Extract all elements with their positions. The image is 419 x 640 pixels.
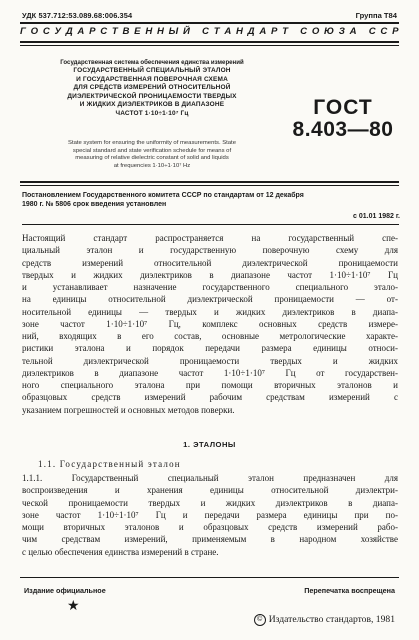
english-title-line: special standard and state verification schedule for means of xyxy=(72,147,232,154)
clause-paragraph xyxy=(22,472,398,558)
banner-letter: Р xyxy=(89,26,96,37)
system-subtitle: Государственная система обеспечения единства измерений xyxy=(60,59,244,66)
text-line: 1.1.1. Государственный специальный эталон предназначен для xyxy=(22,473,398,483)
banner-letter: Ы xyxy=(168,26,179,37)
footer-rule xyxy=(20,577,399,578)
english-title-line: at frequencies 1·10÷1·10⁷ Hz xyxy=(113,162,191,169)
title-line: ДИЭЛЕКТРИЧЕСКОЙ ПРОНИЦАЕМОСТИ ТВЕРДЫХ xyxy=(67,92,237,100)
banner-letter: Р xyxy=(271,26,278,37)
banner-letter: Е xyxy=(134,26,141,37)
decree-text xyxy=(22,191,402,209)
banner-letter: Д xyxy=(247,26,255,37)
text-line: указанием погрешностей и основных методов поверки. xyxy=(22,404,235,415)
banner-letter: С xyxy=(42,26,50,37)
banner-letter: О xyxy=(30,26,39,37)
banner-letter: О xyxy=(311,26,320,37)
banner-letter: Н xyxy=(145,26,153,37)
text-line: средств измерений относительной диэлектрической проницаемости xyxy=(22,257,398,268)
copyright-text: Издательство стандартов, 1981 xyxy=(268,614,395,625)
text-line: с целью обеспечения единства измерений в стране. xyxy=(22,546,219,557)
text-line: Настоящий стандарт распространяется на государственный спе- xyxy=(22,233,398,243)
banner-letter xyxy=(293,26,296,37)
copyright-line xyxy=(254,614,395,626)
group-code: Группа Т84 xyxy=(355,11,397,20)
text-line: ний, входящих в его состав, основные метрологические характе- xyxy=(22,331,398,341)
decree-line: 1980 г. № 5806 срок введения установлен xyxy=(22,201,167,208)
star-icon: ★ xyxy=(67,599,80,614)
banner-letter xyxy=(361,26,364,37)
title-line: И ЖИДКИХ ДИЭЛЕКТРИКОВ В ДИАПАЗОНЕ xyxy=(79,101,225,109)
header-rule-thick xyxy=(20,41,399,43)
english-title-line: measuring of relative dielectric constant of solid and liquids xyxy=(75,155,229,161)
text-line: твердых и жидких диэлектриков в диапазоне частот 1·10÷1·10⁷ Гц xyxy=(22,269,398,280)
subsection-heading: 1.1. Государственный эталон xyxy=(38,459,181,469)
text-line: чим средствам измерений, применяемым в народном хозяйстве xyxy=(22,534,398,545)
banner-letter: А xyxy=(224,26,232,37)
text-line: ческой проницаемости твердых и жидких диэлектриков в диапа- xyxy=(22,497,398,508)
banner-letter: С xyxy=(380,26,388,37)
banner-letter: А xyxy=(77,26,85,37)
udk-code: УДК 537.712:53.089.68:006.354 xyxy=(22,11,133,20)
text-line: тельной диэлектрической проницаемости твердых и жидких xyxy=(22,355,398,366)
reprint-prohibited: Перепечатка воспрещена xyxy=(304,586,395,595)
text-line: воспроизведения и хранения единицы относительной диэлектри- xyxy=(22,485,398,496)
banner-letter: С xyxy=(100,26,108,37)
text-line: мощи вторичных эталонов и образцовых средств измерений рабо- xyxy=(22,522,398,532)
standard-title-russian xyxy=(32,67,272,119)
banner-letter: З xyxy=(338,26,345,37)
english-title-line: State system for ensuring the uniformity of measurements. State xyxy=(68,140,236,146)
banner-letter: Н xyxy=(156,26,164,37)
intro-paragraph xyxy=(22,232,398,416)
gost-number: 8.403—80 xyxy=(292,118,394,141)
header-rule-top xyxy=(20,22,399,24)
section-heading: 1. ЭТАЛОНЫ xyxy=(183,440,236,449)
banner-letter: С xyxy=(300,26,308,37)
banner-letter: С xyxy=(368,26,376,37)
title-line: ЧАСТОТ 1·10÷1·10⁷ Гц xyxy=(115,109,189,117)
decree-rule xyxy=(22,224,399,225)
banner-letter: Ю xyxy=(324,26,335,37)
banner-letter: Г xyxy=(20,26,26,37)
title-line: ДЛЯ СРЕДСТВ ИЗМЕРЕНИЙ ОТНОСИТЕЛЬНОЙ xyxy=(73,84,231,92)
text-line: диэлектриков в диапазоне частот 1·10÷1·10⁷ Гц от государствен- xyxy=(22,367,398,378)
banner-letter: У xyxy=(54,26,61,37)
title-line: И ГОСУДАРСТВЕННАЯ ПОВЕРОЧНАЯ СХЕМА xyxy=(76,75,228,83)
decree-line: Постановлением Государственного комитета СССР по стандартам от 12 декабря xyxy=(22,192,304,199)
title-rule-thick xyxy=(20,181,399,183)
text-line: зоне частот 1·10÷1·10⁷ Гц и передачи размера единицы при по- xyxy=(22,509,398,520)
text-line: циальный эталон и государственную поверочную схему для xyxy=(22,245,398,256)
banner-letter: Д xyxy=(65,26,73,37)
organization-banner xyxy=(20,26,399,37)
standard-title-english xyxy=(32,140,272,170)
banner-letter: Р xyxy=(392,26,399,37)
text-line: на единицы относительной диэлектрической проницаемости — от- xyxy=(22,294,398,305)
effective-date: с 01.01 1982 г. xyxy=(353,213,400,220)
banner-letter: Н xyxy=(235,26,243,37)
gost-label: ГОСТ xyxy=(313,96,373,119)
text-line: и устанавливает назначение государственного специального этало- xyxy=(22,282,398,292)
banner-letter: Й xyxy=(182,26,190,37)
copyright-icon: © xyxy=(254,614,266,626)
text-line: носительной единицы — твердых и жидких диэлектриков в диапа- xyxy=(22,306,398,317)
official-edition: Издание официальное xyxy=(24,586,106,595)
title-rule-thin xyxy=(20,185,399,186)
banner-letter: А xyxy=(349,26,357,37)
banner-letter xyxy=(195,26,198,37)
text-line: образцовых средств измерений рабочим средствам измерений с xyxy=(22,392,398,403)
banner-letter: Т xyxy=(282,26,289,37)
banner-letter: В xyxy=(122,26,130,37)
text-line: ристики эталона и порядок передачи размера единицы относи- xyxy=(22,343,398,354)
banner-letter: С xyxy=(202,26,209,37)
header-rule-thin xyxy=(20,45,399,46)
title-line: ГОСУДАРСТВЕННЫЙ СПЕЦИАЛЬНЫЙ ЭТАЛОН xyxy=(73,67,231,74)
text-line: ного специального эталона при помощи вторичных эталонов и xyxy=(22,380,398,390)
text-line: зоне частот 1·10÷1·10⁷ Гц, комплекс основных средств измере- xyxy=(22,318,398,329)
banner-letter: Т xyxy=(111,26,118,37)
banner-letter: А xyxy=(259,26,267,37)
banner-letter: Т xyxy=(213,26,220,37)
